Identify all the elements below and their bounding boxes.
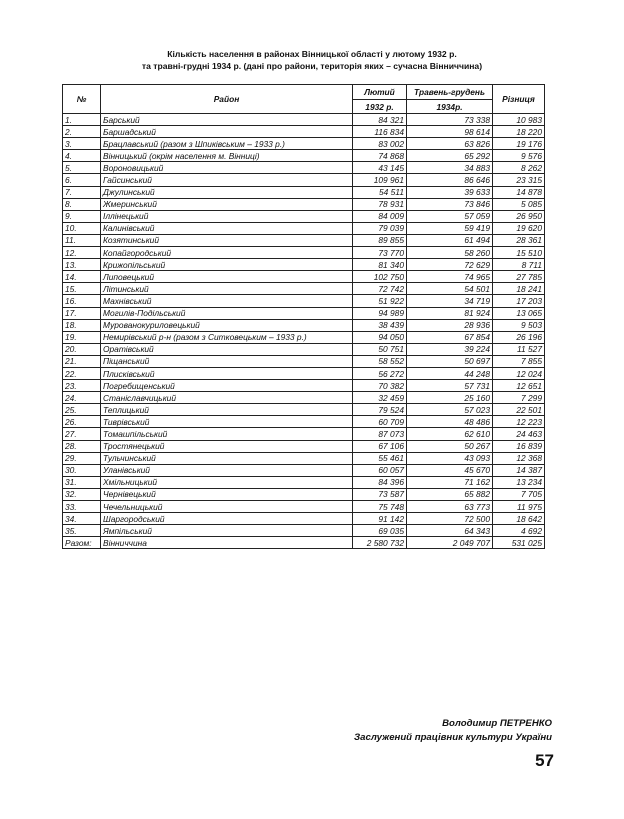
row-number: 12. <box>63 247 101 259</box>
author-name: Володимир ПЕТРЕНКО <box>442 718 552 729</box>
district-name: Барський <box>101 114 353 126</box>
difference-value: 27 785 <box>493 271 545 283</box>
row-number: 10. <box>63 222 101 234</box>
author-title: Заслужений працівник культури України <box>354 732 552 743</box>
header-maydec1934-line1: Травень-грудень <box>407 85 493 100</box>
maydec1934-value: 62 610 <box>407 428 493 440</box>
maydec1934-value: 71 162 <box>407 476 493 488</box>
district-name: Липовецький <box>101 271 353 283</box>
feb1932-value: 67 106 <box>353 440 407 452</box>
table-row <box>63 513 545 525</box>
total-label: Разом: <box>63 537 101 549</box>
table-row <box>63 186 545 198</box>
difference-value: 13 234 <box>493 476 545 488</box>
feb1932-value: 43 145 <box>353 162 407 174</box>
title-line-2: та травні-грудні 1934 р. (дані про райони, територія яких – сучасна Вінниччина) <box>141 61 483 71</box>
district-name: Тиврівський <box>101 416 353 428</box>
feb1932-value: 94 050 <box>353 331 407 343</box>
feb1932-value: 58 552 <box>353 355 407 367</box>
feb1932-value: 60 057 <box>353 464 407 476</box>
feb1932-value: 72 742 <box>353 283 407 295</box>
maydec1934-value: 34 719 <box>407 295 493 307</box>
row-number: 13. <box>63 259 101 271</box>
difference-value: 26 196 <box>493 331 545 343</box>
maydec1934-value: 67 854 <box>407 331 493 343</box>
difference-value: 13 065 <box>493 307 545 319</box>
maydec1934-value: 74 965 <box>407 271 493 283</box>
difference-value: 15 510 <box>493 247 545 259</box>
table-row <box>63 319 545 331</box>
row-number: 19. <box>63 331 101 343</box>
row-number: 5. <box>63 162 101 174</box>
feb1932-value: 81 340 <box>353 259 407 271</box>
row-number: 14. <box>63 271 101 283</box>
maydec1934-value: 72 500 <box>407 513 493 525</box>
row-number: 21. <box>63 355 101 367</box>
difference-value: 12 368 <box>493 452 545 464</box>
feb1932-value: 84 009 <box>353 210 407 222</box>
district-name: Мурованокуриловецький <box>101 319 353 331</box>
table-row <box>63 222 545 234</box>
table-row <box>63 114 545 126</box>
district-name: Ямпільський <box>101 525 353 537</box>
difference-value: 18 642 <box>493 513 545 525</box>
district-name: Вінницький (окрім населення м. Вінниці) <box>101 150 353 162</box>
feb1932-value: 94 989 <box>353 307 407 319</box>
difference-value: 7 299 <box>493 392 545 404</box>
population-table <box>62 84 545 549</box>
header-district: Район <box>101 85 353 114</box>
row-number: 35. <box>63 525 101 537</box>
table-row <box>63 464 545 476</box>
table-row <box>63 416 545 428</box>
table-row <box>63 452 545 464</box>
table-row <box>63 428 545 440</box>
feb1932-value: 60 709 <box>353 416 407 428</box>
difference-value: 12 223 <box>493 416 545 428</box>
header-feb1932-line1: Лютий <box>353 85 407 100</box>
maydec1934-value: 65 292 <box>407 150 493 162</box>
difference-value: 22 501 <box>493 404 545 416</box>
difference-value: 18 220 <box>493 126 545 138</box>
table-row <box>63 380 545 392</box>
feb1932-value: 75 748 <box>353 501 407 513</box>
row-number: 9. <box>63 210 101 222</box>
table-row <box>63 283 545 295</box>
row-number: 4. <box>63 150 101 162</box>
district-name: Брацлавський (разом з Шпиківським – 1933 р.) <box>101 138 353 150</box>
difference-value: 10 983 <box>493 114 545 126</box>
district-name: Чернівецький <box>101 488 353 500</box>
feb1932-value: 83 002 <box>353 138 407 150</box>
district-name: Іллінецький <box>101 210 353 222</box>
maydec1934-value: 81 924 <box>407 307 493 319</box>
feb1932-value: 38 439 <box>353 319 407 331</box>
maydec1934-value: 45 670 <box>407 464 493 476</box>
feb1932-value: 79 524 <box>353 404 407 416</box>
table-row <box>63 355 545 367</box>
row-number: 30. <box>63 464 101 476</box>
feb1932-value: 73 587 <box>353 488 407 500</box>
table-row <box>63 295 545 307</box>
feb1932-value: 102 750 <box>353 271 407 283</box>
total-row <box>63 537 545 549</box>
table-row <box>63 343 545 355</box>
maydec1934-value: 57 731 <box>407 380 493 392</box>
difference-value: 9 503 <box>493 319 545 331</box>
difference-value: 7 855 <box>493 355 545 367</box>
maydec1934-value: 61 494 <box>407 234 493 246</box>
feb1932-value: 69 035 <box>353 525 407 537</box>
feb1932-value: 116 834 <box>353 126 407 138</box>
maydec1934-value: 73 338 <box>407 114 493 126</box>
total-maydec1934: 2 049 707 <box>407 537 493 549</box>
district-name: Немирівський р-н (разом з Ситковецьким – 1933 р.) <box>101 331 353 343</box>
district-name: Літинський <box>101 283 353 295</box>
table-row <box>63 247 545 259</box>
feb1932-value: 79 039 <box>353 222 407 234</box>
district-name: Жмеринський <box>101 198 353 210</box>
maydec1934-value: 65 882 <box>407 488 493 500</box>
difference-value: 8 711 <box>493 259 545 271</box>
row-number: 28. <box>63 440 101 452</box>
table-row <box>63 174 545 186</box>
district-name: Плисківський <box>101 367 353 379</box>
feb1932-value: 87 073 <box>353 428 407 440</box>
table-row <box>63 331 545 343</box>
row-number: 22. <box>63 367 101 379</box>
row-number: 24. <box>63 392 101 404</box>
header-number: № <box>63 85 101 114</box>
district-name: Вороновицький <box>101 162 353 174</box>
maydec1934-value: 59 419 <box>407 222 493 234</box>
header-maydec1934-line2: 1934р. <box>407 100 493 114</box>
district-name: Махнівський <box>101 295 353 307</box>
feb1932-value: 91 142 <box>353 513 407 525</box>
maydec1934-value: 57 023 <box>407 404 493 416</box>
maydec1934-value: 43 093 <box>407 452 493 464</box>
table-row <box>63 501 545 513</box>
difference-value: 12 651 <box>493 380 545 392</box>
row-number: 23. <box>63 380 101 392</box>
difference-value: 19 176 <box>493 138 545 150</box>
maydec1934-value: 98 614 <box>407 126 493 138</box>
district-name: Погребищенський <box>101 380 353 392</box>
feb1932-value: 84 396 <box>353 476 407 488</box>
district-name: Хмільницький <box>101 476 353 488</box>
maydec1934-value: 54 501 <box>407 283 493 295</box>
page-number: 57 <box>535 751 554 770</box>
difference-value: 11 975 <box>493 501 545 513</box>
district-name: Томашпільський <box>101 428 353 440</box>
maydec1934-value: 63 773 <box>407 501 493 513</box>
total-difference: 531 025 <box>493 537 545 549</box>
total-region: Вінниччина <box>101 537 353 549</box>
table-row <box>63 488 545 500</box>
table-row <box>63 307 545 319</box>
table-body <box>63 114 545 537</box>
title-line-1: Кількість населення в районах Вінницької області у лютому 1932 р. <box>167 49 457 59</box>
feb1932-value: 32 459 <box>353 392 407 404</box>
difference-value: 23 315 <box>493 174 545 186</box>
district-name: Козятинський <box>101 234 353 246</box>
district-name: Теплицький <box>101 404 353 416</box>
table-row <box>63 162 545 174</box>
feb1932-value: 78 931 <box>353 198 407 210</box>
difference-value: 17 203 <box>493 295 545 307</box>
table-row <box>63 234 545 246</box>
table-row <box>63 259 545 271</box>
table-row <box>63 525 545 537</box>
difference-value: 18 241 <box>493 283 545 295</box>
row-number: 29. <box>63 452 101 464</box>
row-number: 1. <box>63 114 101 126</box>
district-name: Джулинський <box>101 186 353 198</box>
maydec1934-value: 64 343 <box>407 525 493 537</box>
maydec1934-value: 50 697 <box>407 355 493 367</box>
district-name: Калинівський <box>101 222 353 234</box>
row-number: 11. <box>63 234 101 246</box>
feb1932-value: 74 868 <box>353 150 407 162</box>
table-row <box>63 367 545 379</box>
maydec1934-value: 28 936 <box>407 319 493 331</box>
maydec1934-value: 73 846 <box>407 198 493 210</box>
row-number: 20. <box>63 343 101 355</box>
feb1932-value: 54 511 <box>353 186 407 198</box>
document-title <box>0 48 624 72</box>
difference-value: 5 085 <box>493 198 545 210</box>
district-name: Чечельницький <box>101 501 353 513</box>
difference-value: 26 950 <box>493 210 545 222</box>
difference-value: 4 692 <box>493 525 545 537</box>
row-number: 2. <box>63 126 101 138</box>
maydec1934-value: 39 633 <box>407 186 493 198</box>
feb1932-value: 50 751 <box>353 343 407 355</box>
feb1932-value: 70 382 <box>353 380 407 392</box>
district-name: Оратівський <box>101 343 353 355</box>
row-number: 27. <box>63 428 101 440</box>
maydec1934-value: 72 629 <box>407 259 493 271</box>
row-number: 33. <box>63 501 101 513</box>
maydec1934-value: 25 160 <box>407 392 493 404</box>
district-name: Гайсинський <box>101 174 353 186</box>
header-difference: Різниця <box>493 85 545 114</box>
feb1932-value: 89 855 <box>353 234 407 246</box>
feb1932-value: 73 770 <box>353 247 407 259</box>
feb1932-value: 51 922 <box>353 295 407 307</box>
row-number: 26. <box>63 416 101 428</box>
table-row <box>63 198 545 210</box>
difference-value: 14 878 <box>493 186 545 198</box>
maydec1934-value: 39 224 <box>407 343 493 355</box>
district-name: Тульчинський <box>101 452 353 464</box>
feb1932-value: 56 272 <box>353 367 407 379</box>
row-number: 34. <box>63 513 101 525</box>
maydec1934-value: 44 248 <box>407 367 493 379</box>
row-number: 18. <box>63 319 101 331</box>
table-row <box>63 150 545 162</box>
difference-value: 19 620 <box>493 222 545 234</box>
difference-value: 14 387 <box>493 464 545 476</box>
row-number: 7. <box>63 186 101 198</box>
row-number: 16. <box>63 295 101 307</box>
district-name: Крижопільський <box>101 259 353 271</box>
total-feb1932: 2 580 732 <box>353 537 407 549</box>
district-name: Могилів-Подільський <box>101 307 353 319</box>
table-row <box>63 126 545 138</box>
difference-value: 16 839 <box>493 440 545 452</box>
district-name: Копайгородський <box>101 247 353 259</box>
maydec1934-value: 58 260 <box>407 247 493 259</box>
difference-value: 11 527 <box>493 343 545 355</box>
difference-value: 7 705 <box>493 488 545 500</box>
row-number: 25. <box>63 404 101 416</box>
header-feb1932-line2: 1932 р. <box>353 100 407 114</box>
row-number: 32. <box>63 488 101 500</box>
maydec1934-value: 50 267 <box>407 440 493 452</box>
difference-value: 28 361 <box>493 234 545 246</box>
feb1932-value: 109 961 <box>353 174 407 186</box>
difference-value: 8 262 <box>493 162 545 174</box>
table-row <box>63 210 545 222</box>
table-row <box>63 271 545 283</box>
district-name: Станіславчицький <box>101 392 353 404</box>
row-number: 8. <box>63 198 101 210</box>
district-name: Шаргородський <box>101 513 353 525</box>
maydec1934-value: 57 059 <box>407 210 493 222</box>
difference-value: 12 024 <box>493 367 545 379</box>
district-name: Піщанський <box>101 355 353 367</box>
table-row <box>63 476 545 488</box>
maydec1934-value: 48 486 <box>407 416 493 428</box>
row-number: 3. <box>63 138 101 150</box>
district-name: Тростянецький <box>101 440 353 452</box>
maydec1934-value: 34 883 <box>407 162 493 174</box>
table-row <box>63 404 545 416</box>
table-row <box>63 138 545 150</box>
difference-value: 9 576 <box>493 150 545 162</box>
table-row <box>63 440 545 452</box>
row-number: 17. <box>63 307 101 319</box>
district-name: Баршадський <box>101 126 353 138</box>
row-number: 31. <box>63 476 101 488</box>
row-number: 6. <box>63 174 101 186</box>
maydec1934-value: 63 826 <box>407 138 493 150</box>
feb1932-value: 84 321 <box>353 114 407 126</box>
maydec1934-value: 86 646 <box>407 174 493 186</box>
feb1932-value: 55 461 <box>353 452 407 464</box>
row-number: 15. <box>63 283 101 295</box>
table-row <box>63 392 545 404</box>
district-name: Уланівський <box>101 464 353 476</box>
difference-value: 24 463 <box>493 428 545 440</box>
